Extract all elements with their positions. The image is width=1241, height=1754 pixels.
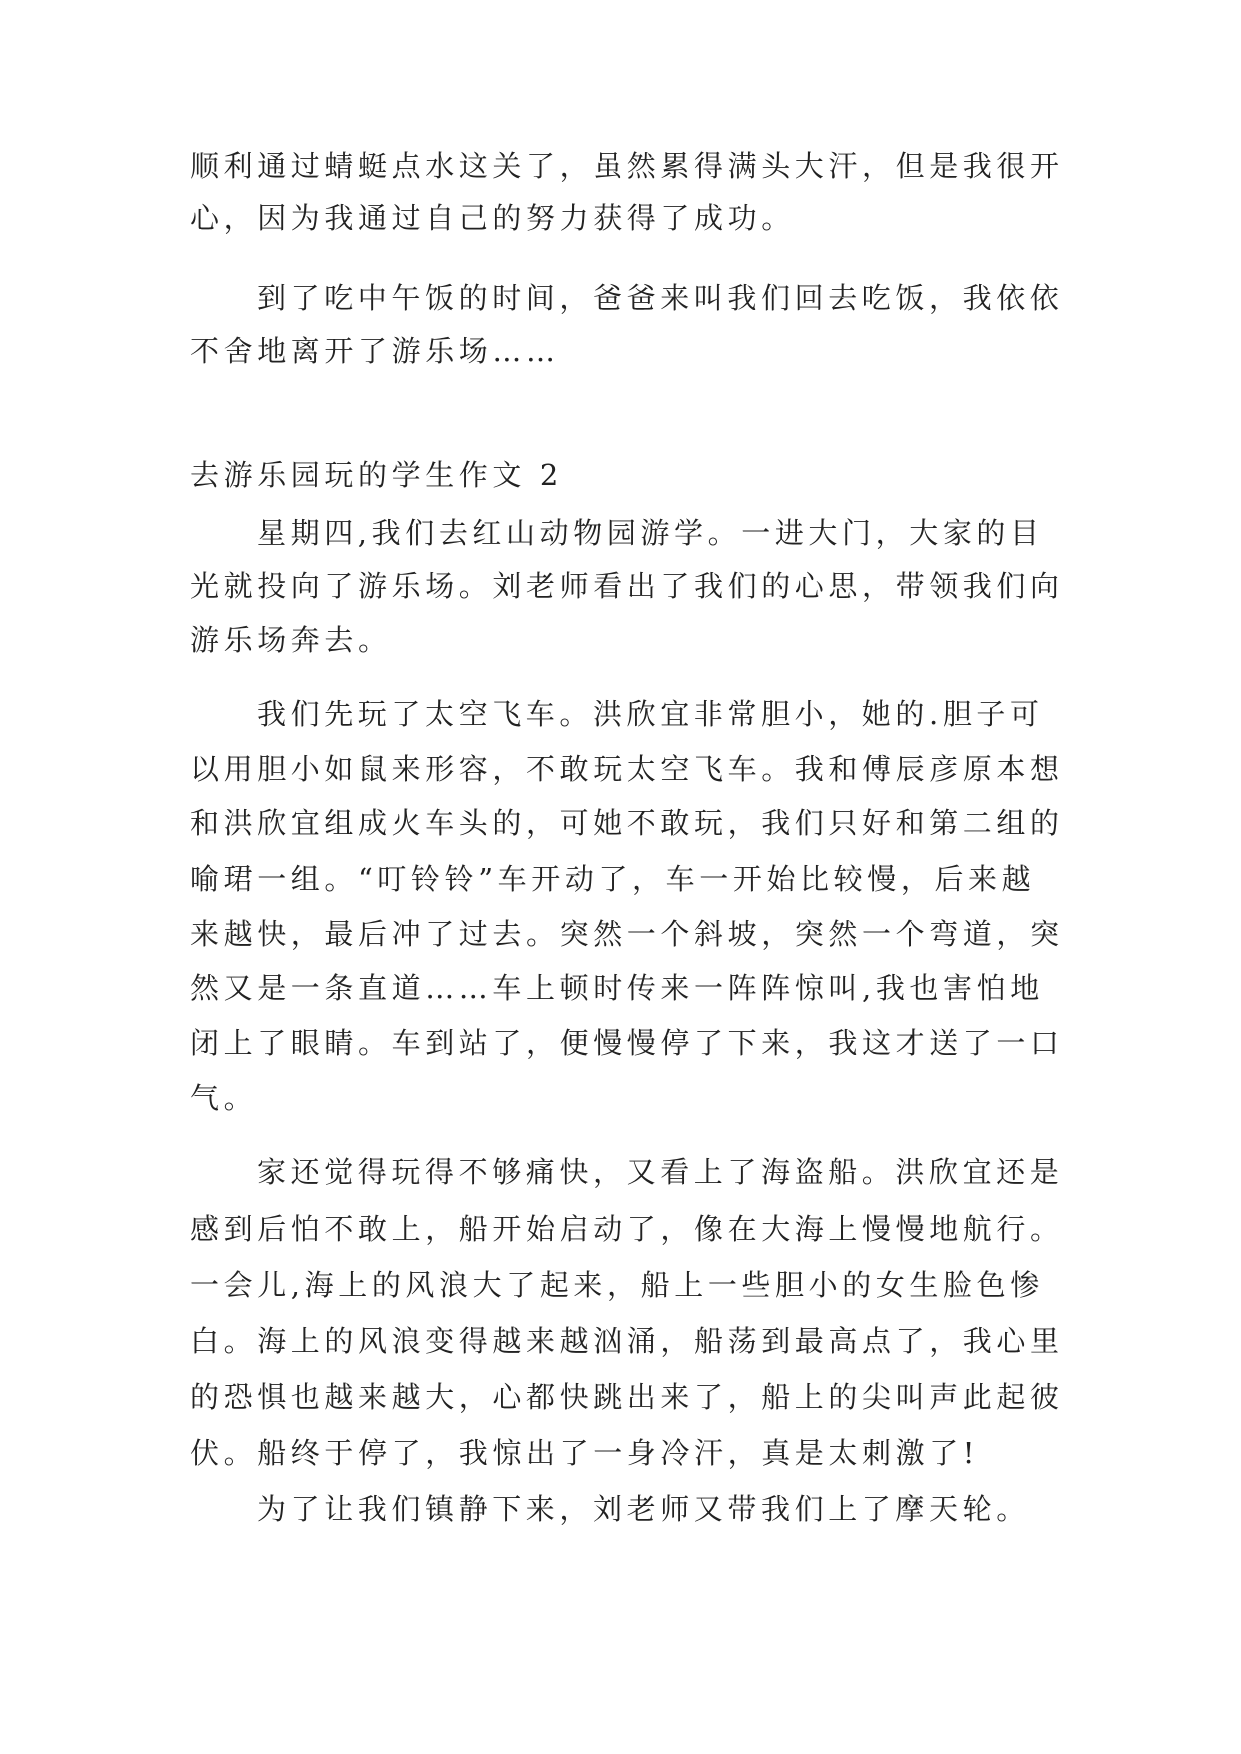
text-line: 顺利通过蜻蜓点水这关了，虽然累得满头大汗，但是我很开: [190, 149, 1064, 183]
text-line: 伏。船终于停了，我惊出了一身冷汗，真是太刺激了!: [190, 1436, 980, 1470]
paragraph-first-line: 为了让我们镇静下来，刘老师又带我们上了摩天轮。: [257, 1492, 1030, 1526]
text-line: 一会儿,海上的风浪大了起来，船上一些胆小的女生脸色惨: [190, 1268, 1044, 1302]
text-line: 来越快，最后冲了过去。突然一个斜坡，突然一个弯道，突: [190, 917, 1064, 951]
text-line: 气。: [190, 1081, 258, 1115]
text-line: 喻珺一组。“叮铃铃”车开动了，车一开始比较慢，后来越: [190, 862, 1036, 896]
text-line: 不舍地离开了游乐场……: [190, 334, 560, 368]
text-line: 的恐惧也越来越大，心都快跳出来了，船上的尖叫声此起彼: [190, 1380, 1064, 1414]
paragraph-first-line: 到了吃中午饭的时间，爸爸来叫我们回去吃饭，我依依: [257, 281, 1064, 315]
text-line: 以用胆小如鼠来形容，不敢玩太空飞车。我和傅辰彦原本想: [190, 752, 1064, 786]
paragraph-first-line: 星期四,我们去红山动物园游学。一进大门，大家的目: [257, 516, 1044, 550]
text-line: 光就投向了游乐场。刘老师看出了我们的心思，带领我们向: [190, 569, 1064, 603]
text-line: 心，因为我通过自己的努力获得了成功。: [190, 201, 795, 235]
text-line: 感到后怕不敢上，船开始启动了，像在大海上慢慢地航行。: [190, 1212, 1064, 1246]
text-line: 白。海上的风浪变得越来越汹涌，船荡到最高点了，我心里: [190, 1324, 1064, 1358]
text-line: 然又是一条直道……车上顿时传来一阵阵惊叫,我也害怕地: [190, 971, 1044, 1005]
paragraph-first-line: 家还觉得玩得不够痛快，又看上了海盗船。洪欣宜还是: [257, 1155, 1064, 1189]
text-line: 和洪欣宜组成火车头的，可她不敢玩，我们只好和第二组的: [190, 806, 1064, 840]
section-heading: 去游乐园玩的学生作文 2: [190, 458, 563, 492]
text-line: 游乐场奔去。: [190, 623, 392, 657]
paragraph-first-line: 我们先玩了太空飞车。洪欣宜非常胆小，她的.胆子可: [257, 697, 1044, 731]
text-line: 闭上了眼睛。车到站了，便慢慢停了下来，我这才送了一口: [190, 1026, 1064, 1060]
